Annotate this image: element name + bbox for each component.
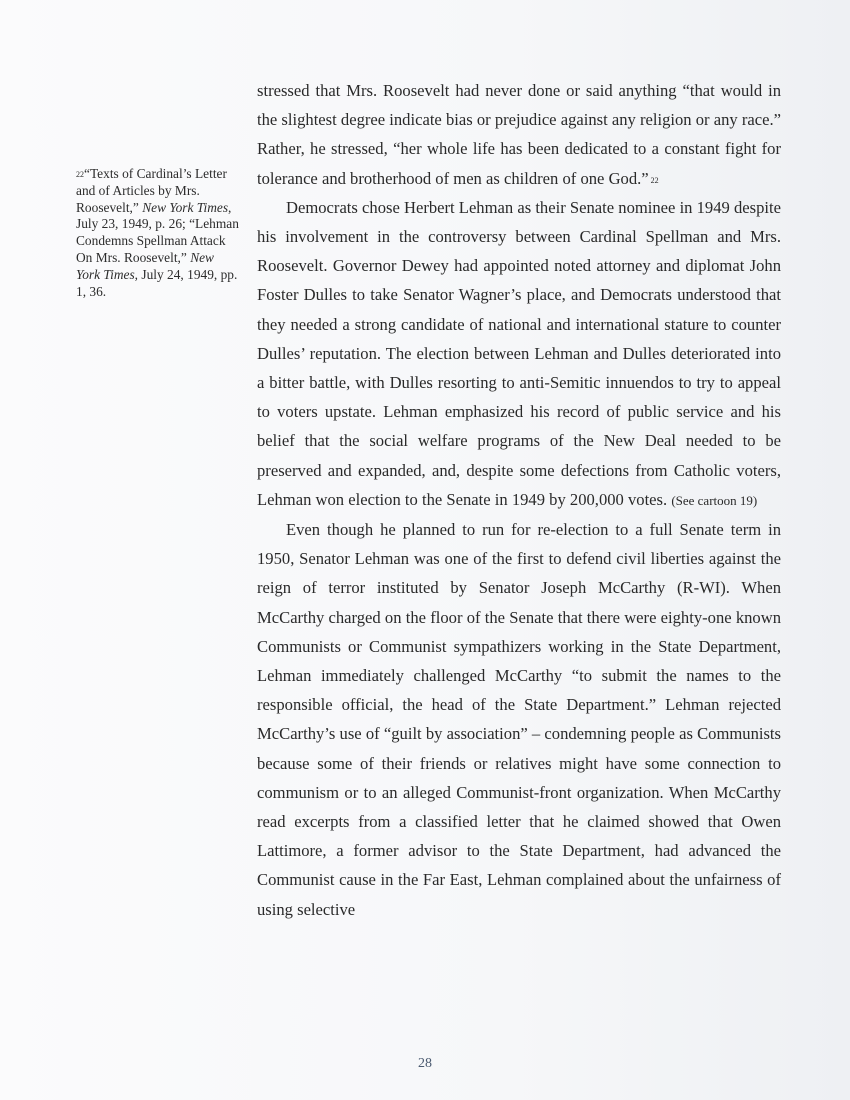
- footnote-number: 22: [76, 170, 84, 179]
- footnote-segment-italic: New York Times: [76, 249, 214, 282]
- cartoon-reference: (See cartoon 19): [671, 492, 758, 508]
- page-number: 28: [418, 1056, 432, 1071]
- paragraph-text: Even though he planned to run for re-election to a full Senate term in 1950, Senator Lehman was one of the first to defend civil liberties against the reign of terror instituted by Senator Joseph McCarthy (R-WI). When McCarthy charged on the floor of the Senate that there were eighty-one known Communists or Communist sympathizers working in the State Department, Lehman immediately challenged McCarthy “to submit the names to the responsible official, the head of the State Department.” Lehman rejected McCarthy’s use of “guilt by association” – condemning people as Communists because some of their friends or relatives might have some connection to communism or to an alleged Communist-front organization. When McCarthy read excerpts from a classified letter that he claimed showed that Owen Lattimore, a former advisor to the State Department, had advanced the Communist cause in the Far East, Lehman complained about the unfairness of using selective: [257, 520, 781, 919]
- footnote-segment: , July 24, 1949, pp. 1, 36.: [76, 266, 238, 299]
- paragraph-2: [257, 193, 781, 515]
- paragraph-1: [257, 76, 781, 193]
- paragraph-text: Democrats chose Herbert Lehman as their Senate nominee in 1949 despite his involvement in the controversy between Cardinal Spellman and Mrs. Roosevelt. Governor Dewey had appointed noted attorney and diplomat John Foster Dulles to take Senator Wagner’s place, and Democrats understood that they needed a strong candidate of national and international stature to counter Dulles’ reputation. The election between Lehman and Dulles deteriorated into a bitter battle, with Dulles resorting to anti-Semitic innuendos to try to appeal to voters upstate. Lehman emphasized his record of public service and his belief that the social welfare programs of the New Deal needed to be preserved and expanded, and, despite some defections from Catholic voters, Lehman won election to the Senate in 1949 by 200,000 votes.: [257, 197, 781, 509]
- paragraph-3: [257, 515, 781, 924]
- footnote-text: [76, 166, 239, 299]
- footnote-reference: 22: [650, 175, 659, 185]
- footnote-22: [76, 166, 240, 300]
- main-text: [257, 76, 781, 924]
- footnote-segment-italic: New York Times: [142, 199, 229, 215]
- paragraph-text: stressed that Mrs. Roosevelt had never done or said anything “that would in the slightest degree indicate bias or prejudice against any religion or any race.” Rather, he stressed, “her whole life has been dedicated to a constant fight for tolerance and brotherhood of men as children of one God.”: [257, 81, 781, 188]
- footnote-segment: , July 23, 1949, p. 26; “Lehman Condemns Spellman Attack On Mrs. Roosevelt,”: [76, 199, 239, 265]
- footnote-segment: “Texts of Cardinal’s Letter and of Articles by Mrs. Roosevelt,”: [76, 166, 227, 215]
